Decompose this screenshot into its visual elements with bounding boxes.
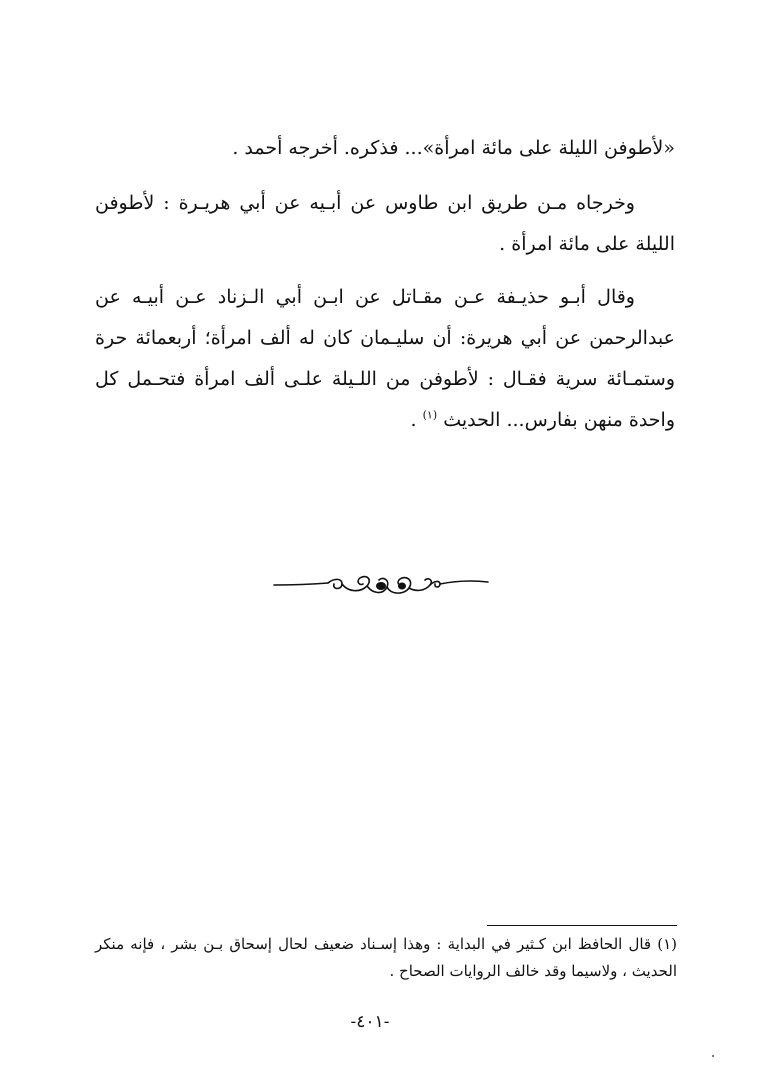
footnote-1 — [95, 931, 677, 985]
footnote-text: قال الحافظ ابن كـثير في البداية : وهذا إسـناد ضعيف لحال إسحاق بـن بشر ، فإنه منكر الحديث ، ولاسيما وقد خالف الروايات الصحاح . — [95, 935, 677, 980]
paragraph-wrapper — [95, 277, 675, 441]
scan-speck — [712, 1055, 714, 1057]
floral-divider-icon — [270, 566, 492, 600]
footnote-reference[interactable]: (١) — [422, 408, 438, 422]
footnotes-section — [95, 931, 677, 985]
body-paragraph-2 — [95, 183, 675, 265]
body-paragraph-3 — [95, 277, 675, 441]
footnote-divider — [487, 925, 677, 926]
body-paragraph-1 — [95, 128, 675, 169]
paragraph-text: «لأطوفن الليلة على مائة امرأة»... فذكره. أخرجه أحمد . — [232, 137, 675, 159]
footnote-marker: (١) — [657, 935, 677, 953]
paragraph-text: وخرجاه مـن طريق ابن طاوس عن أبـيه عن أبي هريـرة : لأطوفن الليلة على مائة امرأة . — [95, 192, 675, 255]
paragraph-text: وقال أبـو حذيـفة عـن مقـاتل عن ابـن أبي الـزناد عـن أبيـه عن عبدالرحمن عن أبي هريرة: أن سليـمان كان له ألف امرأة؛ أربعمائة حرة وستمـائة سرية فقـال : لأطوفن من اللـيلة علـى ألف امرأة فتحـمل كل واحدة منهن بفارس... الحديث — [95, 286, 675, 431]
page-number: -٤٠١- — [350, 1012, 390, 1032]
closing-mark: . — [410, 409, 417, 431]
